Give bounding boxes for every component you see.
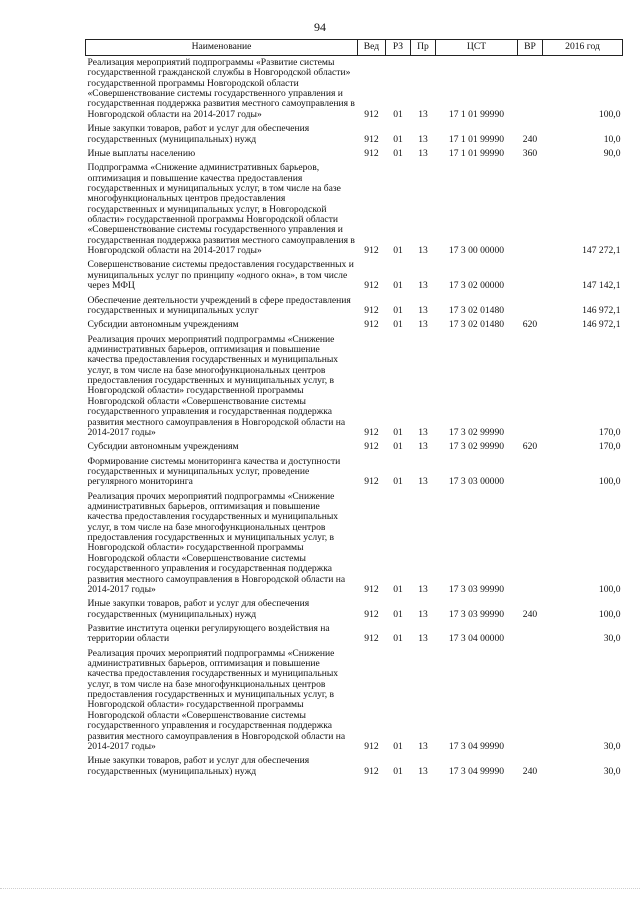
row-cst: 17 1 01 99990	[448, 133, 505, 145]
row-pr: 13	[418, 765, 428, 777]
page-number: 94	[314, 20, 326, 34]
row-sum: 100,0	[598, 476, 621, 488]
row-cst: 17 1 01 99990	[448, 147, 505, 159]
row-name: Реализация прочих мероприятий подпрограммы «Снижение административных барьеров, оптимизация и повышение качества предоставления государственных и муниципальных услуг, в том числе на базе многофункциональных центров предоставления государственных и муниципальных услуг, в Новгородской области» государственной программы Новгородской области «Совершенствование системы государственного управления и государственная поддержка развития местного самоуправления в Новгородской области на 2014-2017 годы»	[87, 647, 346, 752]
row-sum: 10,0	[603, 133, 621, 145]
row-cst: 17 3 03 00000	[448, 476, 505, 488]
row-ved: 912	[364, 441, 379, 453]
row-pr: 13	[418, 304, 428, 316]
row-vr: 620	[522, 319, 538, 331]
row-pr: 13	[418, 426, 428, 438]
row-pr: 13	[418, 280, 428, 292]
row-vr	[518, 455, 543, 490]
row-ved: 912	[364, 740, 379, 752]
row-vr: 620	[522, 441, 538, 453]
row-name: Реализация мероприятий подпрограммы «Развитие системы государственной гражданской службы в Новгородской области» государственной программы Новгородской области «Совершенствование системы государственного управления и государственная поддержка развития местного самоуправления в Новгородской области на 2014-2017 годы»	[87, 57, 355, 120]
row-cst: 17 3 02 99990	[448, 441, 505, 453]
row-vr	[518, 490, 543, 598]
header-name: Наименование	[86, 40, 358, 56]
row-sum: 100,0	[598, 108, 621, 120]
header-year: 2016 год	[543, 40, 623, 56]
row-rz: 01	[393, 740, 403, 752]
row-name: Субсидии автономным учреждениям	[87, 441, 239, 453]
header-rz: РЗ	[386, 40, 411, 56]
budget-table	[85, 39, 623, 779]
row-rz: 01	[393, 304, 403, 316]
row-sum: 30,0	[603, 765, 621, 777]
header-cst: ЦСТ	[436, 40, 518, 56]
table-row	[86, 56, 623, 123]
row-vr	[518, 647, 543, 755]
table-row	[86, 318, 623, 332]
row-sum: 90,0	[603, 147, 621, 159]
row-pr: 13	[418, 133, 428, 145]
row-sum: 147 142,1	[582, 280, 621, 292]
row-rz: 01	[393, 426, 403, 438]
row-ved: 912	[364, 108, 379, 120]
row-pr: 13	[418, 319, 428, 331]
row-ved: 912	[364, 583, 379, 595]
scan-noise	[0, 888, 640, 891]
table-row	[86, 597, 623, 622]
row-ved: 912	[364, 608, 379, 620]
row-vr: 360	[522, 147, 538, 159]
table-row	[86, 161, 623, 258]
row-name: Развитие института оценки регулирующего воздействия на территории области	[87, 622, 330, 645]
row-name: Обеспечение деятельности учреждений в сфере предоставления государственных и муниципальных услуг	[87, 294, 351, 316]
row-sum: 30,0	[603, 740, 621, 752]
row-rz: 01	[393, 583, 403, 595]
row-sum: 170,0	[598, 441, 621, 453]
row-rz: 01	[393, 476, 403, 488]
row-cst: 17 3 02 99990	[448, 426, 505, 438]
row-rz: 01	[393, 608, 403, 620]
row-cst: 17 3 02 00000	[448, 280, 505, 292]
row-name: Иные закупки товаров, работ и услуг для обеспечения государственных (муниципальных) нужд	[87, 755, 310, 777]
row-ved: 912	[364, 426, 379, 438]
row-sum: 147 272,1	[582, 245, 621, 257]
table-row	[86, 440, 623, 454]
row-ved: 912	[364, 476, 379, 488]
row-name: Совершенствование системы предоставления государственных и муниципальных услуг по принципу «одного окна», в том числе через МФЦ	[87, 259, 354, 292]
table-row	[86, 647, 623, 755]
row-sum: 30,0	[603, 633, 621, 645]
row-name: Подпрограмма «Снижение административных барьеров, оптимизация и повышение качества предоставления государственных и муниципальных услуг, в том числе на базе многофункциональных центров предоставления государственных и муниципальных услуг, в Новгородской области» государственной программы Новгородской области «Совершенствование системы государственного управления и государственная поддержка развития местного самоуправления в Новгородской области на 2014-2017 годы»	[87, 162, 355, 257]
row-ved: 912	[364, 245, 379, 257]
row-cst: 17 3 02 01480	[448, 319, 505, 331]
row-vr: 240	[522, 765, 538, 777]
row-ved: 912	[364, 280, 379, 292]
table-header	[86, 40, 623, 56]
row-ved: 912	[364, 147, 379, 159]
row-cst: 17 3 02 01480	[448, 304, 505, 316]
row-name: Реализация прочих мероприятий подпрограммы «Снижение административных барьеров, оптимизация и повышение качества предоставления государственных и муниципальных услуг, в том числе на базе многофункциональных центров предоставления государственных и муниципальных услуг, в Новгородской области» государственной программы Новгородской области «Совершенствование системы государственного управления и государственная поддержка развития местного самоуправления в Новгородской области на 2014-2017 годы»	[87, 333, 346, 438]
row-vr	[518, 294, 543, 319]
row-vr	[518, 333, 543, 441]
row-rz: 01	[393, 133, 403, 145]
row-name: Субсидии автономным учреждениям	[87, 319, 239, 331]
row-pr: 13	[418, 245, 428, 257]
table-row	[86, 122, 623, 147]
row-name: Формирование системы мониторинга качества и доступности государственных и муниципальных услуг, проведение регулярного мониторинга	[87, 455, 341, 488]
table-row	[86, 490, 623, 598]
row-rz: 01	[393, 280, 403, 292]
row-vr	[518, 622, 543, 647]
row-vr	[518, 258, 543, 293]
row-pr: 13	[418, 633, 428, 645]
row-ved: 912	[364, 304, 379, 316]
table-row	[86, 294, 623, 319]
row-pr: 13	[418, 740, 428, 752]
header-ved: Вед	[358, 40, 386, 56]
row-name: Иные выплаты населению	[87, 147, 196, 159]
table-row	[86, 754, 623, 779]
row-rz: 01	[393, 245, 403, 257]
header-pr: Пр	[411, 40, 436, 56]
row-cst: 17 3 03 99990	[448, 608, 505, 620]
header-vr: ВР	[518, 40, 543, 56]
table-row	[86, 258, 623, 293]
row-cst: 17 3 04 99990	[448, 740, 505, 752]
row-ved: 912	[364, 765, 379, 777]
row-pr: 13	[418, 108, 428, 120]
table-row	[86, 333, 623, 441]
row-rz: 01	[393, 147, 403, 159]
table-row	[86, 455, 623, 490]
row-name: Реализация прочих мероприятий подпрограммы «Снижение административных барьеров, оптимизация и повышение качества предоставления государственных и муниципальных услуг, в том числе на базе многофункциональных центров предоставления государственных и муниципальных услуг, в Новгородской области» государственной программы Новгородской области «Совершенствование системы государственного управления и государственная поддержка развития местного самоуправления в Новгородской области на 2014-2017 годы»	[87, 490, 346, 595]
row-sum: 146 972,1	[582, 319, 621, 331]
row-name: Иные закупки товаров, работ и услуг для обеспечения государственных (муниципальных) нужд	[87, 123, 310, 145]
row-cst: 17 3 03 99990	[448, 583, 505, 595]
table-row	[86, 622, 623, 647]
row-cst: 17 3 04 00000	[448, 633, 505, 645]
row-rz: 01	[393, 319, 403, 331]
row-ved: 912	[364, 633, 379, 645]
row-pr: 13	[418, 147, 428, 159]
row-sum: 146 972,1	[582, 304, 621, 316]
row-vr: 240	[522, 133, 538, 145]
row-sum: 100,0	[598, 583, 621, 595]
row-name: Иные закупки товаров, работ и услуг для обеспечения государственных (муниципальных) нужд	[87, 598, 310, 620]
row-vr	[518, 56, 543, 123]
row-cst: 17 3 00 00000	[448, 245, 505, 257]
row-sum: 170,0	[598, 426, 621, 438]
row-pr: 13	[418, 583, 428, 595]
table-row	[86, 147, 623, 161]
row-pr: 13	[418, 608, 428, 620]
row-pr: 13	[418, 476, 428, 488]
row-vr: 240	[522, 608, 538, 620]
row-rz: 01	[393, 441, 403, 453]
row-rz: 01	[393, 633, 403, 645]
row-cst: 17 3 04 99990	[448, 765, 505, 777]
row-vr	[518, 161, 543, 258]
row-rz: 01	[393, 765, 403, 777]
row-cst: 17 1 01 99990	[448, 108, 505, 120]
row-pr: 13	[418, 441, 428, 453]
row-ved: 912	[364, 133, 379, 145]
row-ved: 912	[364, 319, 379, 331]
row-rz: 01	[393, 108, 403, 120]
row-sum: 100,0	[598, 608, 621, 620]
